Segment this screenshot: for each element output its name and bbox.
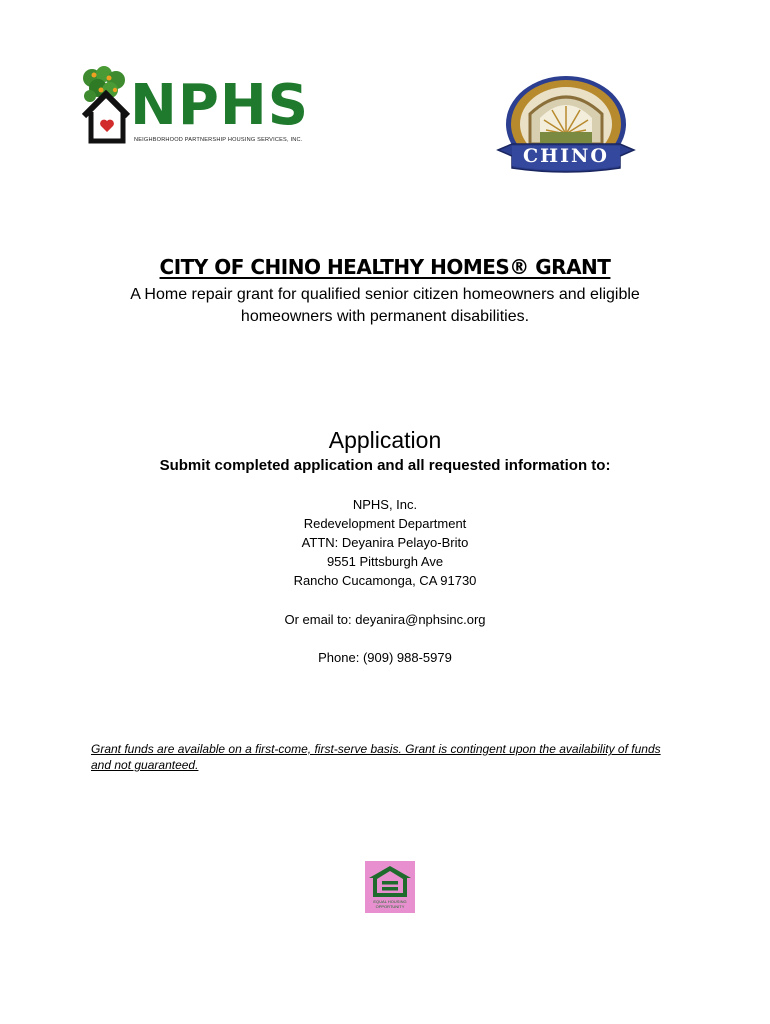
grant-subtitle: A Home repair grant for qualified senior citizen homeowners and eligible homeowners with permanent disabilities.: [130, 286, 640, 325]
submit-instruction: Submit completed application and all requested information to:: [159, 457, 611, 474]
equal-housing-house-icon: [365, 863, 415, 903]
equal-housing-label: EQUAL HOUSING OPPORTUNITY: [373, 899, 407, 909]
address-attn: ATTN: Deyanira Pelayo-Brito: [301, 535, 469, 550]
address-org: NPHS, Inc.: [352, 497, 418, 512]
application-heading: Application: [328, 427, 442, 453]
equal-housing-logo: [365, 861, 415, 913]
grant-title: CITY OF CHINO HEALTHY HOMES® GRANT: [159, 255, 611, 279]
disclaimer: Grant funds are available on a first-come, first-serve basis. Grant is contingent upon the availability of funds and not guaranteed.: [91, 742, 661, 772]
address-department: Redevelopment Department: [303, 516, 467, 531]
nphs-logo: [82, 66, 310, 148]
email-line[interactable]: Or email to: deyanira@nphsinc.org: [284, 612, 486, 627]
phone-line: Phone: (909) 988-5979: [318, 650, 452, 665]
address-street: 9551 Pittsburgh Ave: [326, 554, 444, 569]
nphs-wordmark: NPHS: [130, 73, 310, 138]
address-city: Rancho Cucamonga, CA 91730: [293, 573, 477, 588]
chino-city-seal: [494, 72, 638, 182]
chino-seal-text: CHINO: [523, 145, 609, 167]
nphs-tagline: NEIGHBORHOOD PARTNERSHIP HOUSING SERVICES, INC.: [134, 137, 303, 143]
